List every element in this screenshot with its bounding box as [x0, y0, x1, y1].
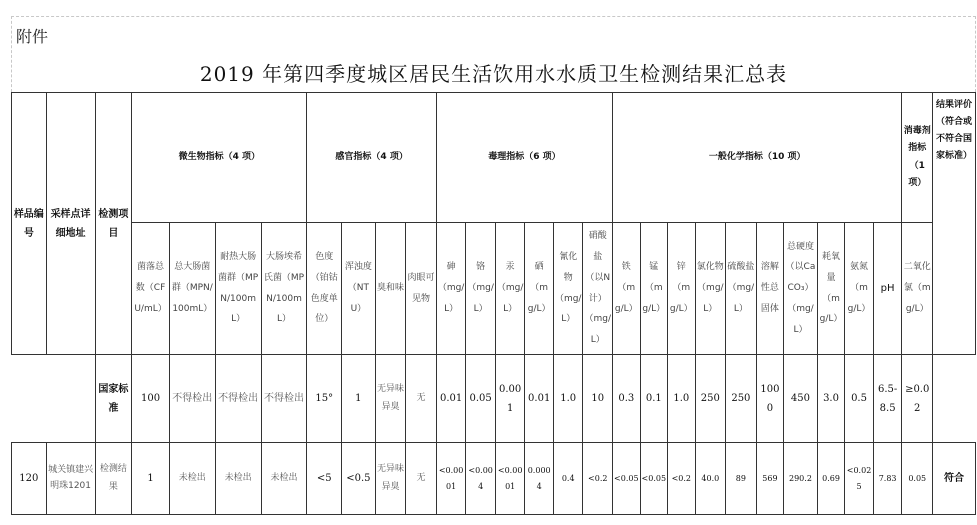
standard-row-label: 国家标准	[95, 355, 132, 443]
standard-row-blank-3	[933, 355, 976, 443]
res-tds: 569	[756, 443, 784, 515]
res-oxygen-consumption: 0.69	[817, 443, 845, 515]
std-turbidity: 1	[342, 355, 376, 443]
res-turbidity: <0.5	[342, 443, 376, 515]
res-odor-taste: 无异味异臭	[375, 443, 406, 515]
res-total-hardness: 290.2	[784, 443, 818, 515]
res-nitrate: <0.2	[583, 443, 613, 515]
col-header-nitrate: 硝酸盐（以N计）（mg/L）	[583, 223, 613, 355]
group-toxic-header: 毒理指标（6 项）	[436, 93, 612, 223]
group-disinfect-header: 消毒剂指标（1 项）	[902, 93, 933, 223]
col-header-colony-count: 菌落总数（CFU/mL）	[132, 223, 170, 355]
std-odor-taste: 无异味异臭	[375, 355, 406, 443]
col-header-arsenic: 砷（mg/L）	[436, 223, 466, 355]
res-e-coli: 未检出	[261, 443, 307, 515]
std-ph: 6.5-8.5	[873, 355, 902, 443]
std-chromium: 0.05	[466, 355, 496, 443]
std-visible-matter: 无	[406, 355, 437, 443]
col-header-manganese: 锰（mg/L）	[640, 223, 668, 355]
std-arsenic: 0.01	[436, 355, 466, 443]
res-mercury: <0.0001	[495, 443, 525, 515]
res-sulfate: 89	[726, 443, 757, 515]
std-iron: 0.3	[613, 355, 641, 443]
col-header-total-coliform: 总大肠菌群（MPN/100mL）	[169, 223, 215, 355]
standard-row-blank-2	[46, 355, 95, 443]
col-header-oxygen-consumption: 耗氧量（mg/L）	[817, 223, 845, 355]
std-oxygen-consumption: 3.0	[817, 355, 845, 443]
col-header-selenium: 硒（mg/L）	[525, 223, 554, 355]
col-header-mercury: 汞（mg/L）	[495, 223, 525, 355]
location-header: 采样点详细地址	[46, 93, 95, 355]
col-header-ammonia-nitrogen: 氨氮（mg/L）	[845, 223, 874, 355]
col-header-sulfate: 硫酸盐（mg/L）	[726, 223, 757, 355]
std-color: 15°	[307, 355, 342, 443]
std-total-coliform: 不得检出	[169, 355, 215, 443]
res-chlorine-dioxide: 0.05	[902, 443, 933, 515]
col-header-visible-matter: 肉眼可见物	[406, 223, 437, 355]
col-header-tds: 溶解性总固体	[756, 223, 784, 355]
res-chromium: <0.004	[466, 443, 496, 515]
std-mercury: 0.001	[495, 355, 525, 443]
attachment-label: 附件	[16, 27, 49, 46]
sample-id: 120	[12, 443, 47, 515]
res-thermotolerant-coliform: 未检出	[215, 443, 261, 515]
col-header-ph: pH	[873, 223, 902, 355]
std-chloride: 250	[695, 355, 726, 443]
std-cyanide: 1.0	[553, 355, 583, 443]
results-table	[11, 92, 976, 515]
res-visible-matter: 无	[406, 443, 437, 515]
std-e-coli: 不得检出	[261, 355, 307, 443]
col-header-odor-taste: 臭和味	[375, 223, 406, 355]
col-header-turbidity: 浑浊度（NTU）	[342, 223, 376, 355]
res-colony-count: 1	[132, 443, 170, 515]
std-thermotolerant-coliform: 不得检出	[215, 355, 261, 443]
res-selenium: 0.0004	[525, 443, 554, 515]
item-header: 检测项目	[95, 93, 132, 355]
group-micro-header: 微生物指标（4 项）	[132, 93, 307, 223]
res-color: <5	[307, 443, 342, 515]
col-header-color: 色度（铂钴色度单位）	[307, 223, 342, 355]
res-zinc: <0.2	[668, 443, 696, 515]
res-cyanide: 0.4	[553, 443, 583, 515]
col-header-chlorine-dioxide: 二氧化氯（mg/L）	[902, 223, 933, 355]
std-ammonia-nitrogen: 0.5	[845, 355, 874, 443]
col-header-cyanide: 氰化物（mg/L）	[553, 223, 583, 355]
res-ammonia-nitrogen: <0.025	[845, 443, 874, 515]
standard-row-blank-1	[12, 355, 47, 443]
col-header-chloride: 氯化物（mg/L）	[695, 223, 726, 355]
sample-no-header: 样品编号	[12, 93, 47, 355]
res-manganese: <0.05	[640, 443, 668, 515]
std-total-hardness: 450	[784, 355, 818, 443]
group-general-header: 一般化学指标（10 项）	[613, 93, 902, 223]
std-tds: 1000	[756, 355, 784, 443]
sample-location: 城关镇建兴明珠1201	[46, 443, 95, 515]
col-header-iron: 铁（mg/L）	[613, 223, 641, 355]
res-evaluation: 符合	[933, 443, 976, 515]
std-chlorine-dioxide: ≥0.02	[902, 355, 933, 443]
std-manganese: 0.1	[640, 355, 668, 443]
col-header-e-coli: 大肠埃希氏菌（MPN/100mL）	[261, 223, 307, 355]
std-sulfate: 250	[726, 355, 757, 443]
res-ph: 7.83	[873, 443, 902, 515]
std-nitrate: 10	[583, 355, 613, 443]
std-selenium: 0.01	[525, 355, 554, 443]
col-header-thermotolerant-coliform: 耐热大肠菌群（MPN/100mL）	[215, 223, 261, 355]
res-chloride: 40.0	[695, 443, 726, 515]
std-colony-count: 100	[132, 355, 170, 443]
evaluation-header: 结果评价（符合或不符合国家标准）	[933, 93, 976, 355]
col-header-zinc: 锌（mg/L）	[668, 223, 696, 355]
sample-row-label: 检测结果	[95, 443, 132, 515]
page-title: 2019 年第四季度城区居民生活饮用水水质卫生检测结果汇总表	[199, 62, 788, 86]
std-zinc: 1.0	[668, 355, 696, 443]
res-arsenic: <0.0001	[436, 443, 466, 515]
col-header-total-hardness: 总硬度（以CaCO₃）（mg/L）	[784, 223, 818, 355]
res-iron: <0.05	[613, 443, 641, 515]
res-total-coliform: 未检出	[169, 443, 215, 515]
group-sensory-header: 感官指标（4 项）	[307, 93, 436, 223]
col-header-chromium: 铬（mg/L）	[466, 223, 496, 355]
